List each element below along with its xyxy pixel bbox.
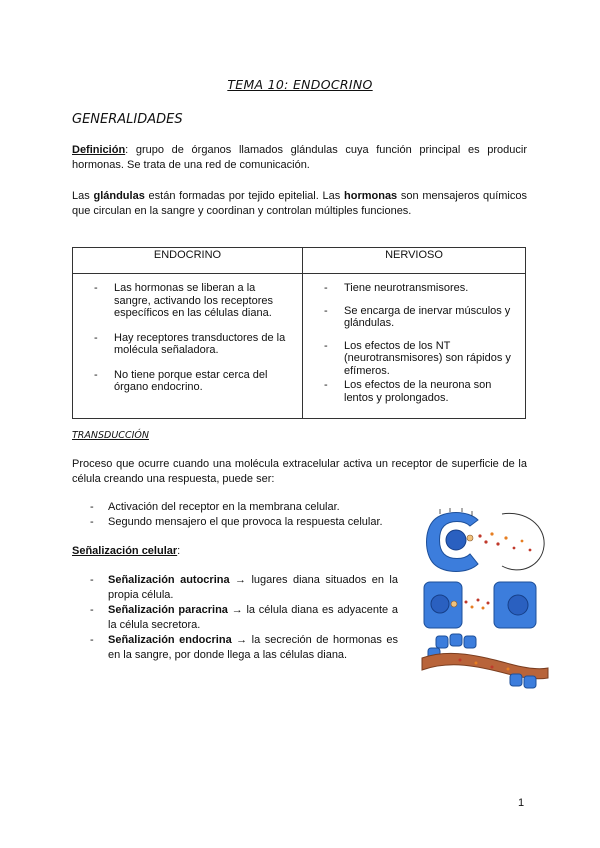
definition-text: : grupo de órganos llamados glándulas cuya función principal es producir hormonas. Se trata de una red de comunicación. [72, 144, 527, 171]
list-item: - Las hormonas se liberan a la sangre, activando los receptores específicos en las células diana. [81, 282, 292, 320]
endocrino-cell [73, 274, 303, 419]
glands-paragraph [72, 189, 527, 219]
list-item [72, 603, 398, 633]
list-item: - Los efectos de la neurona son lentos y prolongados. [311, 379, 515, 404]
signaling-desc: → la célula diana es adyacente a la célula secretora. [108, 604, 399, 631]
list-item [72, 573, 398, 603]
list-item: - Hay receptores transductores de la molécula señaladora. [81, 332, 292, 357]
signaling-type: Señalización endocrina [108, 634, 232, 646]
list-item: - No tiene porque estar cerca del órgano endocrino. [81, 369, 292, 394]
glands-text-2: están formadas por tejido epitelial. Las [144, 190, 344, 202]
page-title: TEMA 10: ENDOCRINO [227, 77, 373, 92]
glands-text-3: son mensajeros químicos que circulan en la sangre y coordinan y controlan múltiples funciones. [72, 190, 527, 217]
signaling-type: Señalización autocrina [108, 574, 230, 586]
hormones-term: hormonas [344, 190, 398, 202]
transduction-paragraph: Proceso que ocurre cuando una molécula extracelular activa un receptor de superficie de la célula creando una respuesta, puede ser: [72, 458, 527, 485]
header-nervioso: NERVIOSO [303, 248, 526, 274]
signaling-desc: → la secreción de hormonas es en la sangre, por donde llega a las células diana. [108, 634, 398, 661]
section-title: GENERALIDADES [72, 112, 183, 127]
definition-paragraph [72, 143, 527, 173]
cell-signaling-illustration [420, 508, 550, 693]
paracrine-diagram [424, 582, 536, 628]
signaling-heading [72, 545, 180, 557]
definition-term: Definición [72, 144, 126, 156]
nervioso-cell [303, 274, 526, 419]
subsection-title: TRANSDUCCIÓN [72, 430, 149, 441]
list-item: - Tiene neurotransmisores. [311, 282, 515, 295]
glands-term: glándulas [93, 190, 145, 202]
header-endocrino: ENDOCRINO [73, 248, 303, 274]
transduction-list [72, 500, 412, 530]
list-item: - Activación del receptor en la membrana celular. [72, 500, 412, 515]
comparison-table [72, 247, 526, 419]
signaling-title: Señalización celular [72, 545, 178, 557]
endocrine-diagram [422, 634, 548, 688]
page-number: 1 [518, 797, 525, 809]
autocrine-diagram [427, 508, 545, 572]
list-item: - Segundo mensajero el que provoca la respuesta celular. [72, 515, 412, 530]
signaling-colon: : [177, 545, 181, 557]
list-item: - Se encarga de inervar músculos y glándulas. [311, 305, 515, 330]
list-item [72, 633, 398, 663]
signaling-list [72, 573, 398, 663]
signaling-type: Señalización paracrina [108, 604, 228, 616]
glands-text-1: Las [72, 190, 94, 202]
list-item: - Los efectos de los NT (neurotransmisores) son rápidos y efímeros. [311, 340, 515, 378]
signaling-desc: → lugares diana situados en la propia célula. [108, 574, 398, 601]
